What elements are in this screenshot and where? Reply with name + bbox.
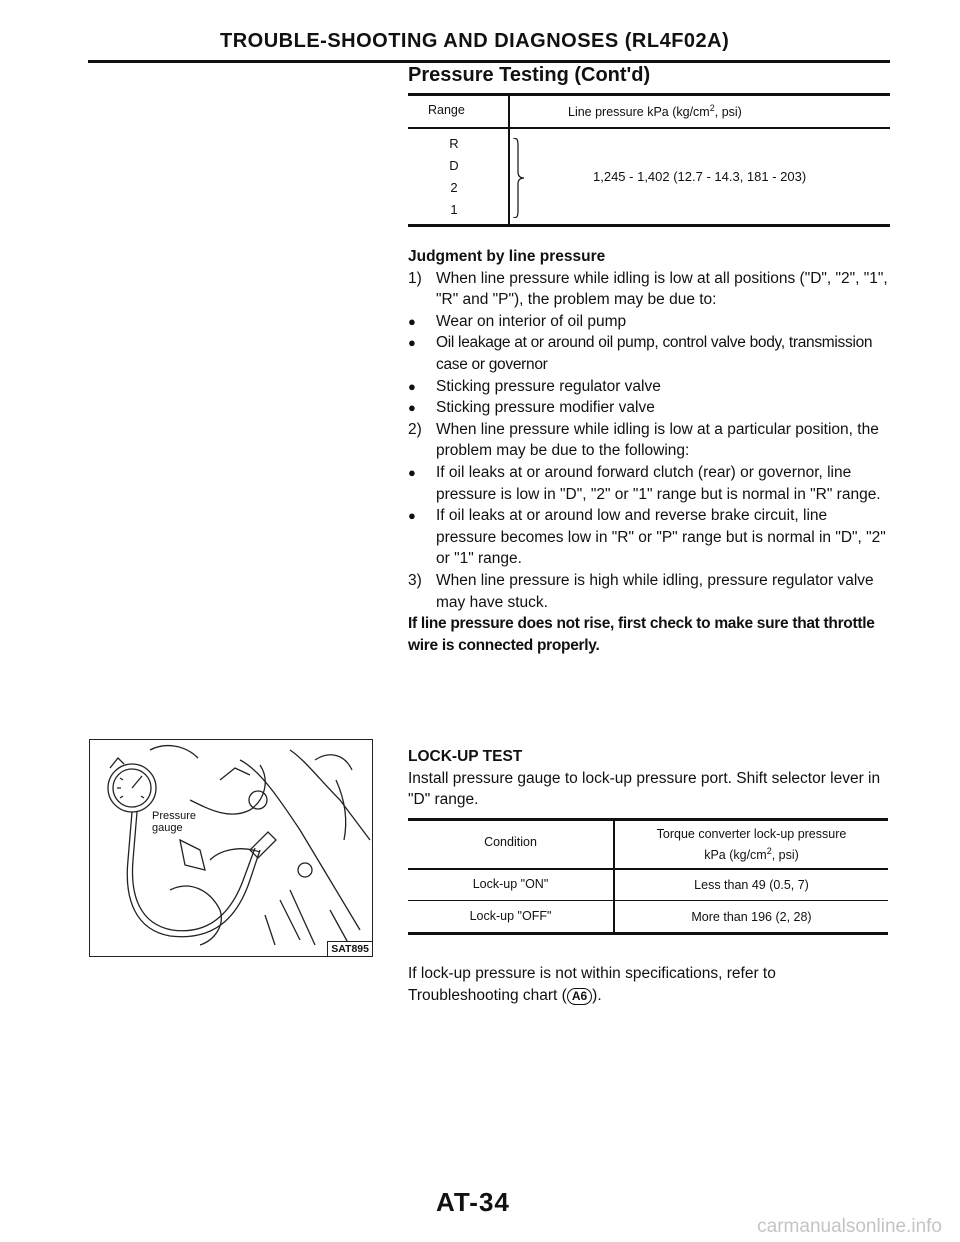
bullet-icon: ● (408, 378, 416, 394)
numbered-item-2 (408, 419, 890, 462)
bullet-text: If oil leaks at or around low and reverse brake circuit, line pressure becomes low in "R" or "P" range but is normal in "D", "2" or "1" range. (436, 507, 886, 568)
table-bottom-rule (408, 224, 890, 227)
line-pressure-value: 1,245 - 1,402 (12.7 - 14.3, 181 - 203) (593, 169, 807, 184)
header-unit-suffix: , psi) (771, 848, 799, 863)
item-number: 3) (408, 571, 422, 589)
bullet-text: Sticking pressure regulator valve (436, 377, 661, 395)
bullet-text: If oil leaks at or around forward clutch (rear) or governor, line pressure is low in "D", "2" or "1" range but is normal in "R" range. (436, 463, 881, 503)
lockup-section (408, 746, 890, 811)
lockup-off-condition: Lock-up "OFF" (469, 909, 552, 923)
pressure-gauge-illustration (90, 740, 373, 957)
item-text: When line pressure is high while idling, pressure regulator valve may have stuck. (436, 571, 874, 611)
figure-code: SAT895 (327, 941, 372, 956)
callout-line-2: gauge (152, 822, 183, 834)
bullet-item (408, 376, 890, 398)
lockup-text: Install pressure gauge to lock-up pressure port. Shift selector lever in "D" range. (408, 769, 881, 809)
line-pressure-table (408, 93, 890, 233)
pressure-column-header (568, 103, 742, 119)
item-text: When line pressure while idling is low at all positions ("D", "2", "1", "R" and "P"), the problem may be due to: (436, 269, 888, 309)
bullet-icon: ● (408, 400, 416, 416)
a6-symbol-icon: A6 (567, 988, 592, 1005)
pressure-header-text: Line pressure kPa (kg/cm (568, 105, 710, 120)
header-unit-text: kPa (kg/cm (704, 848, 767, 863)
header-line-1: Torque converter lock-up pressure (656, 827, 847, 841)
lockup-on-condition: Lock-up "ON" (472, 877, 549, 891)
numbered-item-3 (408, 570, 890, 613)
bullet-item (408, 505, 890, 570)
numbered-item-1 (408, 268, 890, 311)
bullet-item (408, 462, 890, 505)
bullet-item (408, 332, 890, 375)
range-d: D (449, 158, 459, 173)
bullet-icon: ● (408, 508, 416, 524)
troubleshooting-reference (408, 963, 890, 1006)
table-row-rule (408, 900, 888, 901)
bullet-text: Sticking pressure modifier valve (436, 399, 655, 417)
title-rule (88, 60, 890, 63)
range-column-header: Range (428, 103, 465, 117)
figure-callout (152, 810, 196, 834)
range-2: 2 (450, 180, 458, 195)
table-top-rule (408, 818, 888, 821)
bullet-icon: ● (408, 464, 416, 480)
bullet-icon: ● (408, 313, 416, 329)
judgment-section (408, 246, 890, 656)
range-r: R (449, 136, 459, 151)
header-unit-sup: 2 (766, 846, 772, 856)
reference-text-end: ). (592, 986, 602, 1004)
table-top-rule (408, 93, 890, 96)
range-1: 1 (450, 202, 458, 217)
header-line-2 (615, 843, 888, 864)
pressure-gauge-figure (89, 739, 373, 957)
table-header-rule (408, 127, 890, 129)
table-column-divider (508, 93, 510, 224)
page-title: TROUBLE-SHOOTING AND DIAGNOSES (RL4F02A) (220, 30, 730, 52)
pressure-header-sup: 2 (709, 103, 715, 113)
table-header-rule (408, 868, 888, 870)
pressure-header-suffix: , psi) (714, 105, 742, 120)
page-number: AT-34 (436, 1187, 510, 1217)
curly-brace-icon (511, 138, 527, 218)
callout-line-1: Pressure (152, 810, 197, 822)
reference-text: If lock-up pressure is not within specifications, refer to Troubleshooting chart ( (408, 965, 776, 1004)
lockup-off-pressure: More than 196 (2, 28) (691, 910, 812, 924)
lockup-pressure-table (408, 818, 888, 935)
bullet-item (408, 311, 890, 333)
section-title: Pressure Testing (Cont'd) (408, 64, 651, 86)
bullet-text: Oil leakage at or around oil pump, control valve body, transmission case or governor (436, 334, 873, 373)
item-number: 2) (408, 420, 422, 438)
bullet-text: Wear on interior of oil pump (436, 312, 627, 330)
lockup-pressure-column-header (615, 826, 888, 864)
table-bottom-rule (408, 932, 888, 935)
bullet-item (408, 397, 890, 419)
item-number: 1) (408, 269, 422, 287)
lockup-on-pressure: Less than 49 (0.5, 7) (694, 878, 809, 892)
lockup-heading: LOCK-UP TEST (408, 748, 523, 765)
warning-note: If line pressure does not rise, first check to make sure that throttle wire is connected properly. (408, 615, 875, 654)
bullet-icon: ● (408, 335, 416, 351)
judgment-heading: Judgment by line pressure (408, 248, 606, 265)
item-text: When line pressure while idling is low at a particular position, the problem may be due to the following: (436, 420, 879, 460)
condition-column-header: Condition (484, 835, 537, 849)
watermark: carmanualsonline.info (757, 1216, 942, 1237)
